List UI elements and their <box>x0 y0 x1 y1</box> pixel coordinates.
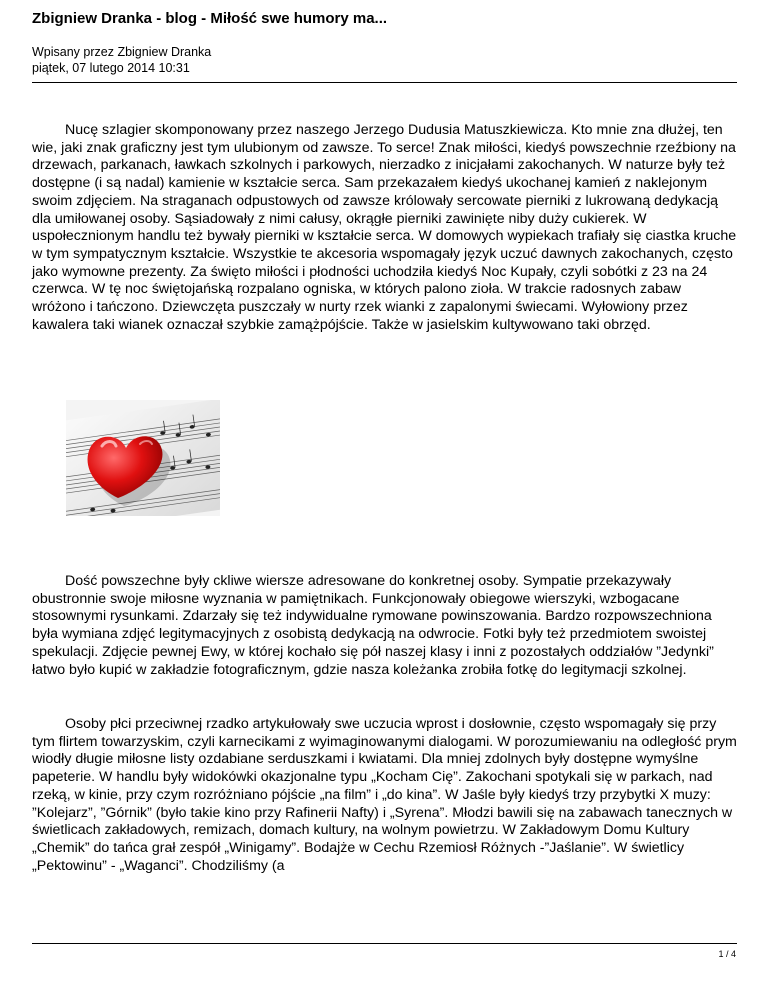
post-meta <box>32 44 211 76</box>
header-divider <box>32 82 737 83</box>
article-paragraph <box>32 122 737 334</box>
heart-sheet-music-image <box>66 400 220 516</box>
date-line: piątek, 07 lutego 2014 10:31 <box>32 61 190 75</box>
author-line: Wpisany przez Zbigniew Dranka <box>32 45 212 59</box>
paragraph-text: Dość powszechne były ckliwe wiersze adresowane do konkretnej osoby. Sympatie przekazywały obustronnie swoje miłosne wyznania w pamiętnikach. Funkcjonowały obiegowe wierszyki, wzbogacane stosownymi rysunkami. Zdarzały się też indywidualne rymowane powinszowania. Bardzo rozpowszechniona była wymiana zdjęć legitymacyjnych z osobistą dedykacją na odwrocie. Fotki były też przedmiotem swoistej spekulacji. Zdjęcie pewnej Ewy, w której kochało się pół naszej klasy i inni z pozostałych oddziałów ”Jedynki” łatwo było kupić w zakładzie fotograficznym, gdzie nasza koleżanka zrobiła fotkę do legitymacji szkolnej. <box>32 573 714 678</box>
page-number: 1 / 4 <box>718 949 736 959</box>
heart-image-icon <box>66 400 220 516</box>
article-paragraph <box>32 716 737 875</box>
paragraph-text: Osoby płci przeciwnej rzadko artykułowały swe uczucia wprost i dosłownie, często wspomagały się przy tym flirtem towarzyskim, czyli karnecikami z wyimaginowanymi dialogami. W porozumiewaniu na odległość prym wiodły długie miłosne listy ozdabiane serduszkami i kwiatami. Dla mniej zdolnych były dostępne wymyślne papeterie. W handlu były widokówki okazjonalne typu „Kocham Cię”. Zakochani spotykali się w parkach, nad rzeką, w kinie, przy czym rozróżniano pójście „na film” i „do kina”. W Jaśle były kiedyś trzy przybytki X muzy: ”Kolejarz”, ”Górnik” (było takie kino przy Rafinerii Nafty) i „Syrena”. Młodzi bawili się na zabawach tanecznych w świetlicach zakładowych, remizach, domach kultury, na wolnym powietrzu. W Zakładowym Domu Kultury „Chemik” do tańca grał zespół „Winigamy”. Bodajże w Cechu Rzemiosł Różnych -”Jaślanie”. W świetlicy „Pektowinu” - „Waganci”. Chodziliśmy (a <box>32 716 737 874</box>
page-title: Zbigniew Dranka - blog - Miłość swe humory ma... <box>32 10 388 27</box>
article-paragraph <box>32 573 737 679</box>
footer-divider <box>32 943 737 944</box>
paragraph-text: Nucę szlagier skomponowany przez naszego Jerzego Dudusia Matuszkiewicza. Kto mnie zna dłużej, ten wie, jaki znak graficzny jest tym ulubionym od zawsze. To serce! Znak miłości, kiedyś powszechnie rzeźbiony na drzewach, parkanach, ławkach szkolnych i parkowych, nierzadko z inicjałami zakochanych. W naturze były też dostępne (i są nadal) kamienie w kształcie serca. Sam przekazałem kiedyś ukochanej kamień z naklejonym swoim zdjęciem. Na straganach odpustowych od zawsze królowały sercowate pierniki z lukrowaną dedykacją dla umiłowanej osoby. Sąsiadowały z nimi całusy, okrągłe pierniki zawinięte niby duży cukierek. W uspołecznionym handlu też bywały pierniki w kształcie serca. W domowych wypiekach trafiały się ciastka kruche w tym sympatycznym kształcie. Wszystkie te akcesoria wspomagały język uczuć dawnych zakochanych, często jako wymowne prezenty. Za święto miłości i płodności uchodziła kiedyś Noc Kupały, czyli sobótki z 23 na 24 czerwca. W tę noc świętojańską rozpalano ogniska, w których palono zioła. W trakcie radosnych zabaw wróżono i tańczono. Dziewczęta puszczały w nurty rzek wianki z zapalonymi świecami. Wyłowiony przez kawalera taki wianek oznaczał szybkie zamążpójście. Także w jasielskim kultywowano taki obrzęd. <box>32 122 737 333</box>
